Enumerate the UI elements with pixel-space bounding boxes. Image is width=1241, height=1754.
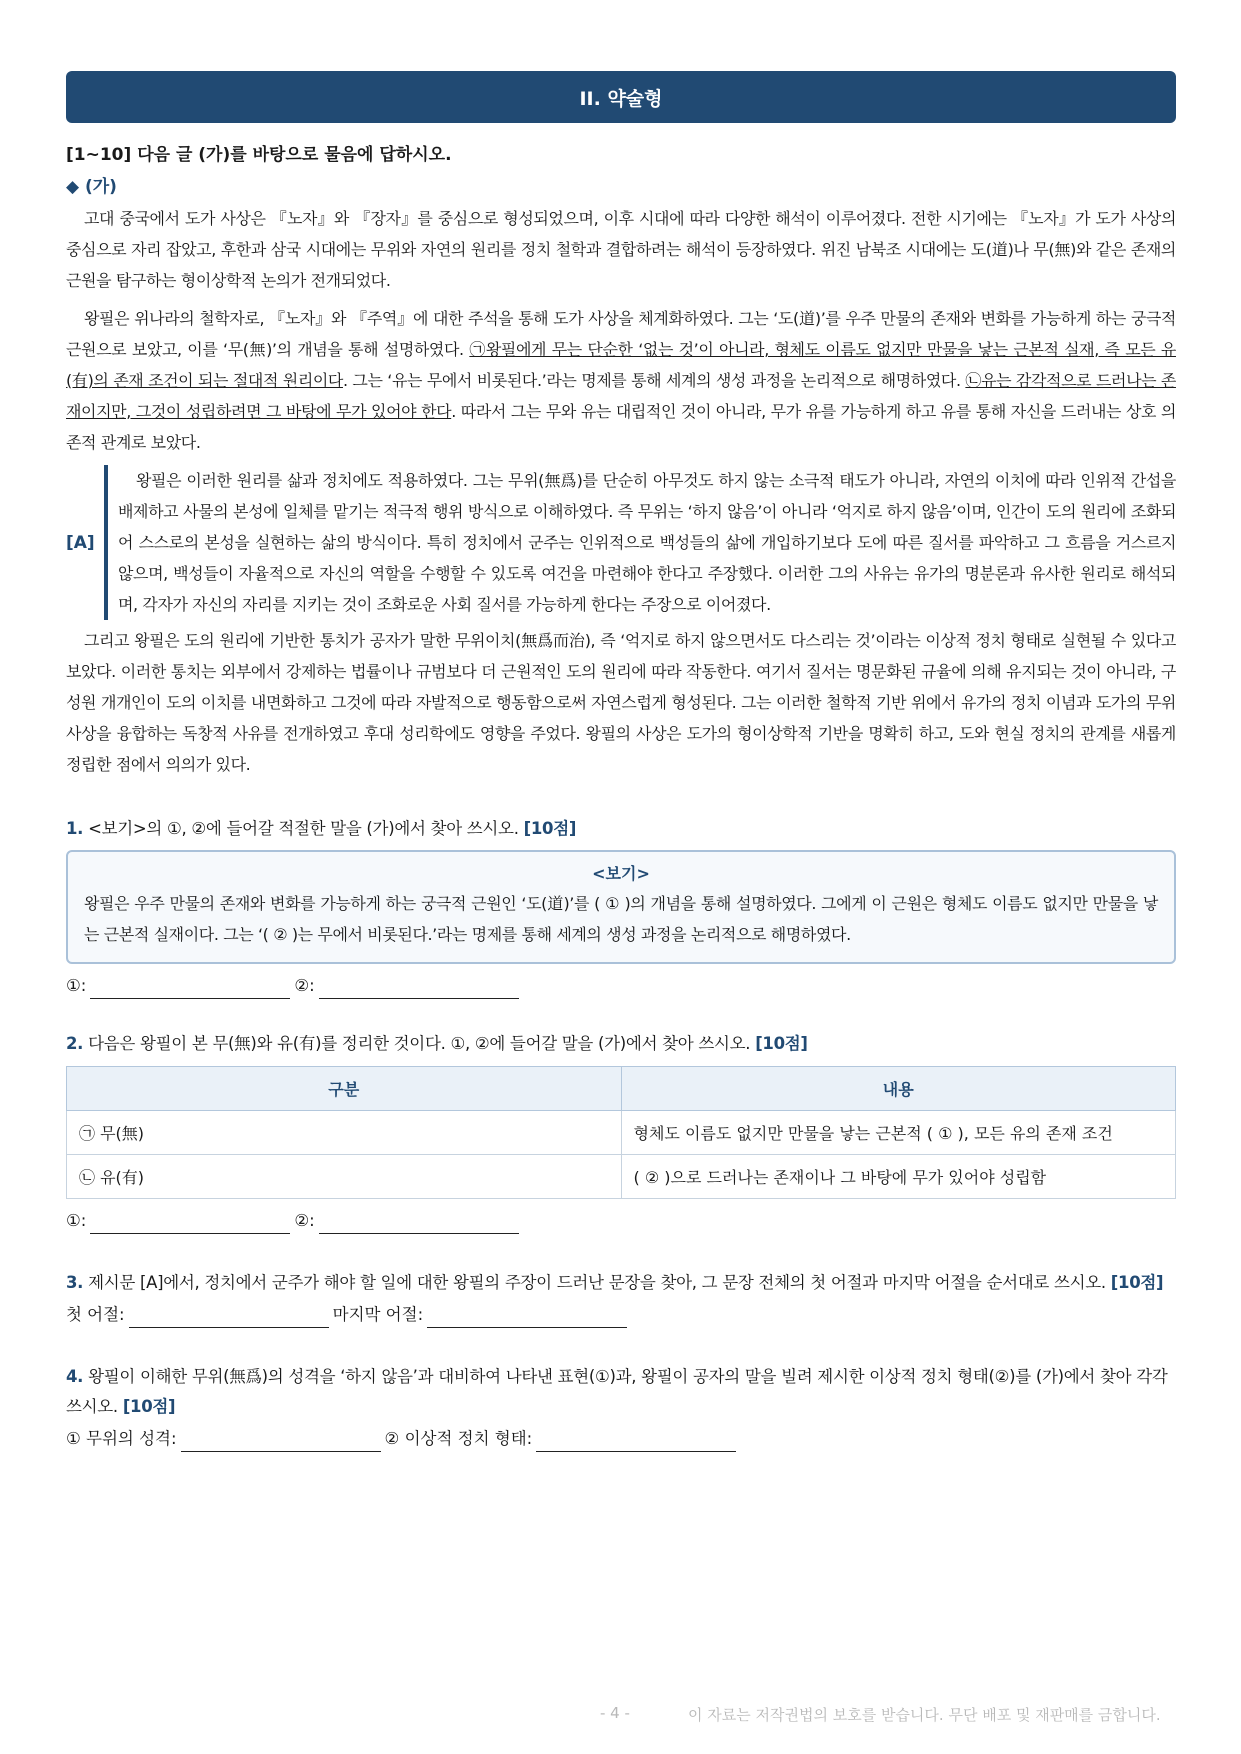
question-1 (66, 814, 1176, 844)
answer-blank[interactable] (427, 1310, 627, 1328)
instructions: [1~10] 다음 글 (가)를 바탕으로 물음에 답하시오. (66, 145, 452, 165)
underlined-sentence-b: ㉡유는 감각적으로 드러나는 존재이지만, 그것이 성립하려면 그 바탕에 무가 있어야 한다 (66, 371, 1176, 421)
question-number: 3. (66, 1273, 84, 1292)
table-header-row (67, 1067, 1176, 1111)
section-banner: II. 약술형 (66, 71, 1176, 123)
block-a-label: [A] (66, 532, 95, 553)
answer-label: ①: (66, 976, 87, 995)
text-span: . 그는 ‘유는 무에서 비롯된다.’라는 명제를 통해 세계의 생성 과정을 논리적으로 해명하였다. (342, 371, 966, 390)
answer-blank[interactable] (90, 981, 290, 999)
block-a (66, 465, 1176, 620)
answer-label: ①: (66, 1211, 87, 1230)
passage-paragraph-3: 그리고 왕필은 도의 원리에 기반한 통치가 공자가 말한 무위이치(無爲而治), 즉 ‘억지로 하지 않으면서도 다스리는 것’이라는 이상적 정치 형태로 실현될 수 있다고 보았다. 이러한 통치는 외부에서 강제하는 법률이나 규범보다 더 근원적인 도의 원리에 따라 작동한다. 여기서 질서는 명문화된 규율에 의해 유지되는 것이 아니라, 구성원 개개인이 도의 이치를 내면화하고 그것에 따라 자발적으로 행동함으로써 자연스럽게 형성된다. 그는 이러한 철학적 기반 위에서 유가의 정치 이념과 도가의 무위 사상을 융합하는 독창적 사유를 전개하였고 후대 성리학에도 영향을 주었다. 왕필의 사상은 도가의 형이상학적 기반을 명확히 하고, 도와 현실 정치의 관계를 새롭게 정립한 점에서 의의가 있다. (66, 631, 1176, 774)
underlined-sentence-a: ㉠왕필에게 무는 단순한 ‘없는 것’이 아니라, 형체도 이름도 없지만 만물을 낳는 근본적 실재, 즉 모든 유(有)의 존재 조건이 되는 절대적 원리이다 (66, 340, 1176, 390)
question-points: [10점] (1110, 1273, 1164, 1292)
block-a-text: 왕필은 이러한 원리를 삶과 정치에도 적용하였다. 그는 무위(無爲)를 단순히 아무것도 하지 않는 소극적 태도가 아니라, 자연의 이치에 따라 인위적 간섭을 배제하고 사물의 본성에 일체를 맡기는 적극적 행위 방식으로 이해하였다. 즉 무위는 ‘하지 않음’이 아니라 ‘억지로 하지 않음’이며, 인간이 도의 원리에 조화되어 스스로의 본성을 실현하는 삶의 방식이다. 특히 정치에서 군주는 인위적으로 백성들의 삶에 개입하기보다 도에 따른 질서를 파악하고 그 흐름을 거스르지 않으며, 백성들이 자율적으로 자신의 역할을 수행할 수 있도록 여건을 마련해야 한다고 주장했다. 이러한 그의 사유는 유가의 명분론과 유사한 원리로 해석되며, 각자가 자신의 자리를 지키는 것이 조화로운 사회 질서를 가능하게 한다는 주장으로 이어졌다. (118, 471, 1176, 614)
answer-line (66, 973, 1176, 999)
question-4 (66, 1362, 1176, 1422)
answer-line (66, 1426, 1176, 1452)
question-text: 왕필이 이해한 무위(無爲)의 성격을 ‘하지 않음’과 대비하여 나타낸 표현(①)과, 왕필이 공자의 말을 빌려 제시한 이상적 정치 형태(②)를 (가)에서 찾아 각각 쓰시오. (66, 1367, 1168, 1416)
summary-table (66, 1066, 1176, 1199)
question-points: [10점] (755, 1034, 808, 1053)
question-number: 1. (66, 819, 84, 838)
answer-line (66, 1208, 1176, 1234)
question-3 (66, 1268, 1176, 1298)
question-points: [10점] (523, 819, 577, 838)
copyright-notice: 이 자료는 저작권법의 보호를 받습니다. 무단 배포 및 재판매를 금합니다. (688, 1706, 1161, 1724)
question-text: <보기>의 ①, ②에 들어갈 적절한 말을 (가)에서 찾아 쓰시오. (83, 819, 524, 838)
table-cell: ㉡ 유(有) (67, 1155, 622, 1199)
example-box-title: <보기> (592, 864, 650, 883)
example-box-text: 왕필은 우주 만물의 존재와 변화를 가능하게 하는 궁극적 근원인 ‘도(道)’를 ( ① )의 개념을 통해 설명하였다. 그에게 이 근원은 형체도 이름도 없지만 만물을 낳는 근본적 실재이다. 그는 ‘( ② )는 무에서 비롯된다.’라는 명제를 통해 세계의 생성 과정을 논리적으로 해명하였다. (84, 894, 1158, 944)
answer-label: 마지막 어절: (332, 1305, 424, 1324)
text-span: 왕필은 위나라의 철학자로, 『노자』와 『주역』에 대한 주석을 통해 도가 사상을 체계화하였다. 그는 ‘도(道)’를 우주 만물의 존재와 변화를 가능하게 하는 궁극적 근원으로 보았고, 이를 ‘무(無)’의 개념을 통해 설명하였다. (66, 309, 1176, 359)
answer-blank[interactable] (536, 1434, 736, 1452)
example-box (66, 850, 1176, 964)
answer-label: ① 무위의 성격: (66, 1429, 177, 1448)
answer-blank[interactable] (319, 981, 519, 999)
passage-paragraph-1: 고대 중국에서 도가 사상은 『노자』와 『장자』를 중심으로 형성되었으며, 이후 시대에 따라 다양한 해석이 이루어졌다. 전한 시기에는 『노자』가 도가 사상의 중심으로 자리 잡았고, 후한과 삼국 시대에는 무위와 자연의 원리를 정치 철학과 결합하려는 해석이 등장하였다. 위진 남북조 시대에는 도(道)나 무(無)와 같은 존재의 근원을 탐구하는 형이상학적 논의가 전개되었다. (66, 209, 1176, 290)
text-span: . 따라서 그는 무와 유는 대립적인 것이 아니라, 무가 유를 가능하게 하고 유를 통해 자신을 드러내는 상호 의존적 관계로 보았다. (66, 402, 1176, 452)
table-row (67, 1155, 1176, 1199)
answer-label: 첫 어절: (66, 1305, 125, 1324)
answer-blank[interactable] (129, 1310, 329, 1328)
answer-label: ②: (294, 976, 315, 995)
answer-label: ②: (294, 1211, 315, 1230)
question-text: 제시문 [A]에서, 정치에서 군주가 해야 할 일에 대한 왕필의 주장이 드러난 문장을 찾아, 그 문장 전체의 첫 어절과 마지막 어절을 순서대로 쓰시오. (83, 1273, 1111, 1292)
table-header: 구분 (67, 1067, 622, 1111)
block-a-bar (104, 465, 108, 620)
page-number: - 4 - (600, 1704, 630, 1722)
question-points: [10점] (122, 1397, 176, 1416)
table-header: 내용 (621, 1067, 1176, 1111)
question-number: 4. (66, 1367, 84, 1386)
question-2 (66, 1029, 1176, 1059)
table-cell: ㉠ 무(無) (67, 1111, 622, 1155)
question-number: 2. (66, 1034, 84, 1053)
answer-blank[interactable] (90, 1216, 290, 1234)
page-content (66, 71, 1176, 1452)
answer-label: ② 이상적 정치 형태: (384, 1429, 533, 1448)
passage-label: ◆ (가) (66, 177, 117, 197)
passage-paragraph-2 (66, 303, 1176, 458)
table-cell: ( ② )으로 드러나는 존재이나 그 바탕에 무가 있어야 성립함 (621, 1155, 1176, 1199)
table-cell: 형체도 이름도 없지만 만물을 낳는 근본적 ( ① ), 모든 유의 존재 조건 (621, 1111, 1176, 1155)
question-text: 다음은 왕필이 본 무(無)와 유(有)를 정리한 것이다. ①, ②에 들어갈 말을 (가)에서 찾아 쓰시오. (83, 1034, 756, 1053)
table-row (67, 1111, 1176, 1155)
answer-blank[interactable] (319, 1216, 519, 1234)
answer-line (66, 1302, 1176, 1328)
answer-blank[interactable] (181, 1434, 381, 1452)
